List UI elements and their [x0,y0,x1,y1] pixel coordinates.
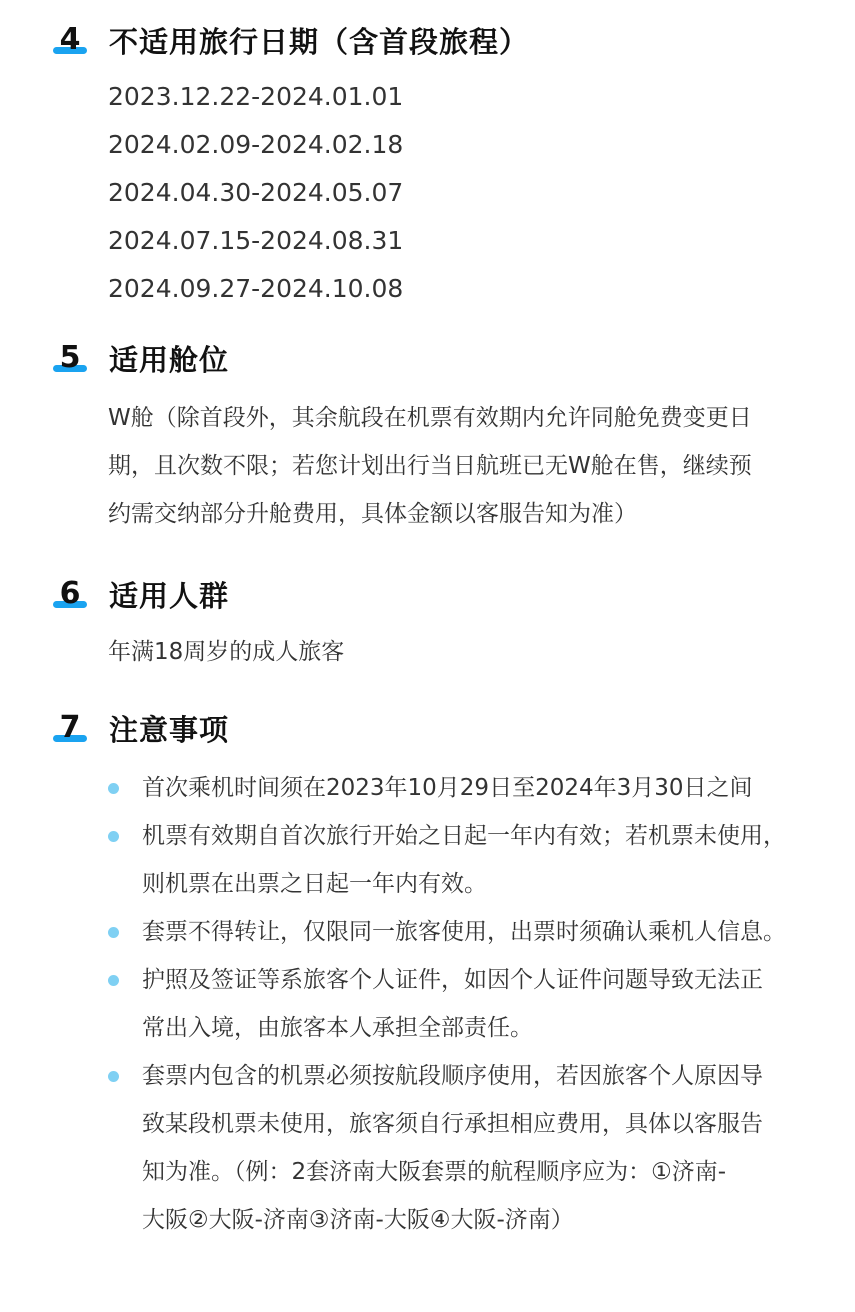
date-range: 2024.02.09-2024.02.18 [108,130,404,159]
cabin-description [108,394,798,538]
section-number-badge [52,338,90,378]
section-title: 不适用旅行日期（含首段旅程） [109,24,530,59]
section-number: 4 [59,22,81,57]
bullet-dot-icon [108,927,119,938]
list-item-line: 致某段机票未使用，旅客须自行承担相应费用，具体以客服告 [142,1111,763,1137]
bullet-dot-icon [108,783,119,794]
section-number: 5 [59,340,81,375]
list-item-line: 常出入境，由旅客本人承担全部责任。 [142,1015,533,1041]
date-range: 2024.09.27-2024.10.08 [108,274,404,303]
section-title: 适用人群 [109,578,230,613]
paragraph-line: 约需交纳部分升舱费用，具体金额以客服告知为准） [108,501,637,527]
date-range: 2023.12.22-2024.01.01 [108,82,404,111]
section-6-header [52,566,229,622]
list-item-text [142,956,763,1052]
bullet-dot-icon [108,1071,119,1082]
list-item-line: 套票内包含的机票必须按航段顺序使用，若因旅客个人原因导 [142,1063,763,1089]
section-number-badge [52,574,90,614]
list-item-line: 大阪②大阪-济南③济南-大阪④大阪-济南） [142,1207,574,1233]
list-item-line: 护照及签证等系旅客个人证件，如因个人证件问题导致无法正 [142,967,763,993]
bullet-dot-icon [108,831,119,842]
list-item-text [142,764,753,812]
list-item-line: 知为准。（例：2套济南大阪套票的航程顺序应为：①济南- [142,1159,727,1185]
paragraph-line: 期，且次数不限；若您计划出行当日航班已无W舱在售，继续预 [108,453,752,479]
section-number-badge [52,20,90,60]
bullet-dot-icon [108,975,119,986]
paragraph-line: 年满18周岁的成人旅客 [108,639,345,665]
section-5-header [52,330,229,386]
section-7-header [52,700,229,756]
eligible-passengers [108,628,798,676]
list-item-line: 机票有效期自首次旅行开始之日起一年内有效；若机票未使用， [142,823,786,849]
section-number: 6 [59,576,81,611]
list-item-text [142,908,786,956]
section-title: 注意事项 [109,712,230,747]
list-item-line: 首次乘机时间须在2023年10月29日至2024年3月30日之间 [142,775,753,801]
list-item-line: 则机票在出票之日起一年内有效。 [142,871,487,897]
date-range: 2024.07.15-2024.08.31 [108,226,404,255]
section-number: 7 [59,710,81,745]
section-4-header [52,12,529,68]
list-item-line: 套票不得转让，仅限同一旅客使用，出票时须确认乘机人信息。 [142,919,786,945]
list-item-text [142,812,786,908]
date-range: 2024.04.30-2024.05.07 [108,178,404,207]
list-item-text [142,1052,763,1244]
section-number-badge [52,708,90,748]
section-title: 适用舱位 [109,342,230,377]
paragraph-line: W舱（除首段外，其余航段在机票有效期内允许同舱免费变更日 [108,405,752,431]
